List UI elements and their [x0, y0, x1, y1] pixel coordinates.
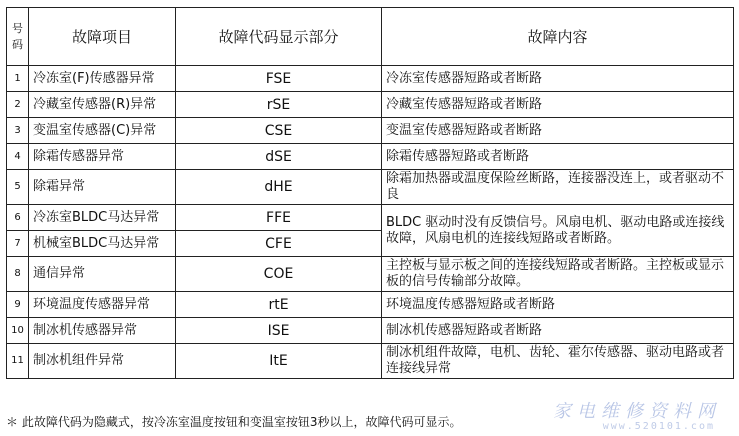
- table-row: [7, 257, 734, 292]
- fault-content: 除霜加热器或温度保险丝断路，连接器没连上，或者驱动不良: [382, 170, 734, 205]
- table-row: [7, 66, 734, 92]
- header-no: 号码: [7, 8, 29, 66]
- fault-content: 制冰机传感器短路或者断路: [382, 318, 734, 344]
- fault-code: FSE: [176, 66, 382, 92]
- fault-item: 除霜异常: [29, 170, 176, 205]
- fault-code: ItE: [176, 344, 382, 379]
- header-code: 故障代码显示部分: [176, 8, 382, 66]
- row-number: 11: [7, 344, 29, 379]
- fault-code: ISE: [176, 318, 382, 344]
- fault-content: 冷藏室传感器短路或者断路: [382, 92, 734, 118]
- row-number: 2: [7, 92, 29, 118]
- table-row: [7, 170, 734, 205]
- fault-item: 冷冻室(F)传感器异常: [29, 66, 176, 92]
- fault-code: FFE: [176, 205, 382, 231]
- fault-content: 除霜传感器短路或者断路: [382, 144, 734, 170]
- row-number: 4: [7, 144, 29, 170]
- row-number: 7: [7, 231, 29, 257]
- row-number: 10: [7, 318, 29, 344]
- header-content: 故障内容: [382, 8, 734, 66]
- fault-content: 变温室传感器短路或者断路: [382, 118, 734, 144]
- row-number: 9: [7, 292, 29, 318]
- fault-code: rtE: [176, 292, 382, 318]
- table-row: [7, 144, 734, 170]
- fault-item: 除霜传感器异常: [29, 144, 176, 170]
- fault-code: CSE: [176, 118, 382, 144]
- watermark-text: 家电维修资料网: [553, 401, 721, 422]
- fault-item: 机械室BLDC马达异常: [29, 231, 176, 257]
- table-row: [7, 118, 734, 144]
- header-item: 故障项目: [29, 8, 176, 66]
- row-number: 1: [7, 66, 29, 92]
- fault-item: 变温室传感器(C)异常: [29, 118, 176, 144]
- table-header-row: [7, 8, 734, 66]
- row-number: 3: [7, 118, 29, 144]
- row-number: 5: [7, 170, 29, 205]
- fault-code: CFE: [176, 231, 382, 257]
- fault-code: dSE: [176, 144, 382, 170]
- fault-content: 环境温度传感器短路或者断路: [382, 292, 734, 318]
- fault-code: dHE: [176, 170, 382, 205]
- fault-item: 环境温度传感器异常: [29, 292, 176, 318]
- fault-item: 制冰机传感器异常: [29, 318, 176, 344]
- fault-content: 制冰机组件故障，电机、齿轮、霍尔传感器、驱动电路或者连接线异常: [382, 344, 734, 379]
- fault-content: BLDC 驱动时没有反馈信号。风扇电机、驱动电路或连接线故障，风扇电机的连接线短路或者断路。: [382, 205, 734, 257]
- table-row: [7, 318, 734, 344]
- fault-item: 通信异常: [29, 257, 176, 292]
- footnote: ＊ 此故障代码为隐藏式，按冷冻室温度按钮和变温室按钮3秒以上，故障代码可显示。: [6, 415, 462, 429]
- table-row: [7, 344, 734, 379]
- watermark-url: www.520101.com: [602, 421, 715, 432]
- table-row: [7, 92, 734, 118]
- fault-item: 制冰机组件异常: [29, 344, 176, 379]
- table-row: [7, 292, 734, 318]
- row-number: 8: [7, 257, 29, 292]
- fault-content: 冷冻室传感器短路或者断路: [382, 66, 734, 92]
- row-number: 6: [7, 205, 29, 231]
- fault-item: 冷冻室BLDC马达异常: [29, 205, 176, 231]
- fault-code-table: [6, 7, 734, 379]
- fault-code: rSE: [176, 92, 382, 118]
- table-row: [7, 205, 734, 231]
- fault-item: 冷藏室传感器(R)异常: [29, 92, 176, 118]
- fault-content: 主控板与显示板之间的连接线短路或者断路。主控板或显示板的信号传输部分故障。: [382, 257, 734, 292]
- fault-code: COE: [176, 257, 382, 292]
